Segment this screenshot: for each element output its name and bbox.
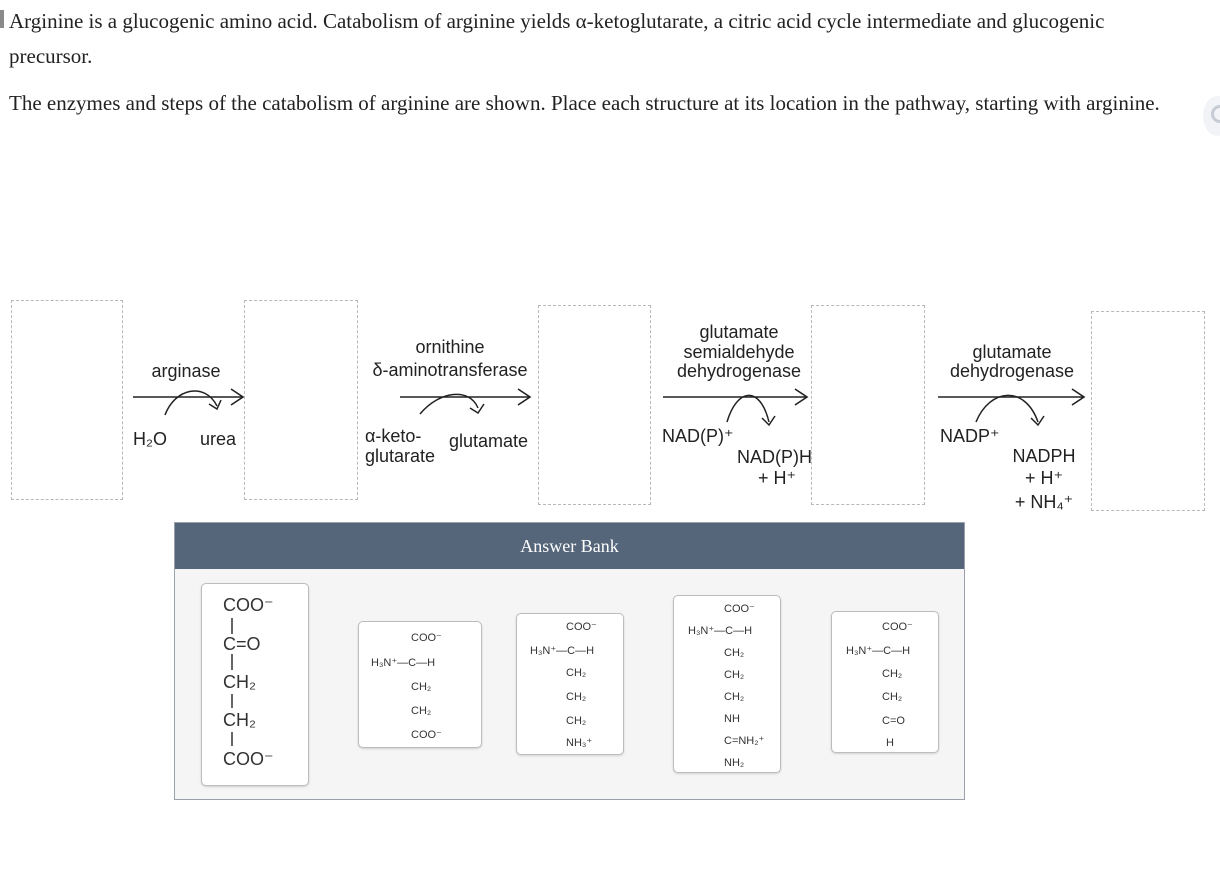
enzyme-gsa-dh-line1: glutamate <box>699 322 779 342</box>
arg-line-1: COO⁻ <box>724 603 755 615</box>
structure-card-glutamate[interactable] <box>358 621 482 748</box>
drop-slot-5[interactable] <box>1091 311 1205 511</box>
reactant-nadp: NADP⁺ <box>940 426 1000 446</box>
glu-line-3: CH₂ <box>411 681 432 693</box>
reaction-arrow-2 <box>360 380 540 425</box>
enzyme-ornithine-line2: δ-aminotransferase <box>372 360 528 380</box>
akg-line-2: C=O <box>223 634 261 654</box>
product-nadph-glu-line1: NADPH <box>1012 446 1076 466</box>
reactant-nadp-plus: NAD(P)⁺ <box>662 426 734 446</box>
product-ammonium: + NH₄⁺ <box>1014 492 1074 512</box>
product-nadph-line2: + H⁺ <box>757 468 796 488</box>
glu-line-2: H₃N⁺—C—H <box>371 657 436 669</box>
akg-line-1: COO⁻ <box>223 595 274 615</box>
side-tool-button[interactable] <box>1203 96 1220 136</box>
structure-card-glutamate-semialdehyde[interactable] <box>831 611 939 753</box>
enzyme-gsa-dh-line2: semialdehyde <box>683 342 795 362</box>
question-paragraph-1: Arginine is a glucogenic amino acid. Catabolism of arginine yields α-ketoglutarate, a citric acid cycle intermediate and glucogenic precursor. <box>9 9 1105 68</box>
gsa-line-3: CH₂ <box>882 668 903 680</box>
structure-ornithine <box>517 614 625 756</box>
product-glutamate: glutamate <box>449 431 529 451</box>
answer-bank-title: Answer Bank <box>175 523 964 569</box>
gsa-line-6: H <box>886 737 894 749</box>
drop-slot-1[interactable] <box>11 300 123 500</box>
arg-line-4: CH₂ <box>724 669 745 681</box>
product-urea: urea <box>200 429 237 449</box>
arg-line-7: C=NH₂⁺ <box>724 735 765 747</box>
question-paragraph-2: The enzymes and steps of the catabolism of arginine are shown. Place each structure at its location in the pathway, starting with arginine. <box>9 91 1160 115</box>
answer-bank <box>174 522 965 800</box>
glu-line-1: COO⁻ <box>411 632 442 644</box>
orn-line-1: COO⁻ <box>566 621 597 633</box>
product-nadph-line1: NAD(P)H <box>737 447 812 467</box>
gsa-line-5: C=O <box>882 715 905 727</box>
drop-slot-4[interactable] <box>811 305 925 505</box>
reactant-alpha-ketoglutarate-line2: glutarate <box>365 446 436 466</box>
arg-line-6: NH <box>724 713 740 725</box>
orn-line-3: CH₂ <box>566 667 587 679</box>
orn-line-5: CH₂ <box>566 715 587 727</box>
orn-line-4: CH₂ <box>566 691 587 703</box>
structure-glutamate-semialdehyde <box>832 612 940 754</box>
arg-line-5: CH₂ <box>724 691 745 703</box>
akg-line-5: COO⁻ <box>223 749 274 769</box>
drop-slot-3[interactable] <box>538 305 651 505</box>
akg-line-3: CH₂ <box>223 672 256 692</box>
structure-arginine <box>674 596 782 774</box>
akg-line-4: CH₂ <box>223 710 256 730</box>
gsa-line-4: CH₂ <box>882 691 903 703</box>
reactant-water: H₂O <box>133 429 167 449</box>
reactant-alpha-ketoglutarate-line1: α-keto- <box>365 426 422 446</box>
enzyme-ornithine-line1: ornithine <box>415 337 485 357</box>
reaction-arrow-1 <box>125 380 250 425</box>
paragraph-marker <box>0 10 4 28</box>
gsa-line-2: H₃N⁺—C—H <box>846 645 911 657</box>
structure-alpha-ketoglutarate <box>202 584 310 787</box>
structure-glutamate <box>359 622 483 749</box>
arg-line-8: NH₂ <box>724 757 745 769</box>
magnifier-icon <box>1211 105 1220 123</box>
orn-line-2: H₃N⁺—C—H <box>530 645 595 657</box>
enzyme-glu-dh-line1: glutamate <box>972 342 1052 362</box>
enzyme-gsa-dh-line3: dehydrogenase <box>676 361 802 381</box>
drop-slot-2[interactable] <box>244 300 358 500</box>
enzyme-arginase: arginase <box>151 361 221 381</box>
gsa-line-1: COO⁻ <box>882 621 913 633</box>
arg-line-2: H₃N⁺—C—H <box>688 625 753 637</box>
orn-line-6: NH₃⁺ <box>566 737 593 749</box>
structure-card-alpha-ketoglutarate[interactable] <box>201 583 309 786</box>
product-nadph-glu-line2: + H⁺ <box>1024 468 1063 488</box>
glu-line-4: CH₂ <box>411 705 432 717</box>
structure-card-arginine[interactable] <box>673 595 781 773</box>
arg-line-3: CH₂ <box>724 647 745 659</box>
structure-card-ornithine[interactable] <box>516 613 624 755</box>
enzyme-glu-dh-line2: dehydrogenase <box>949 361 1075 381</box>
glu-line-5: COO⁻ <box>411 729 442 741</box>
